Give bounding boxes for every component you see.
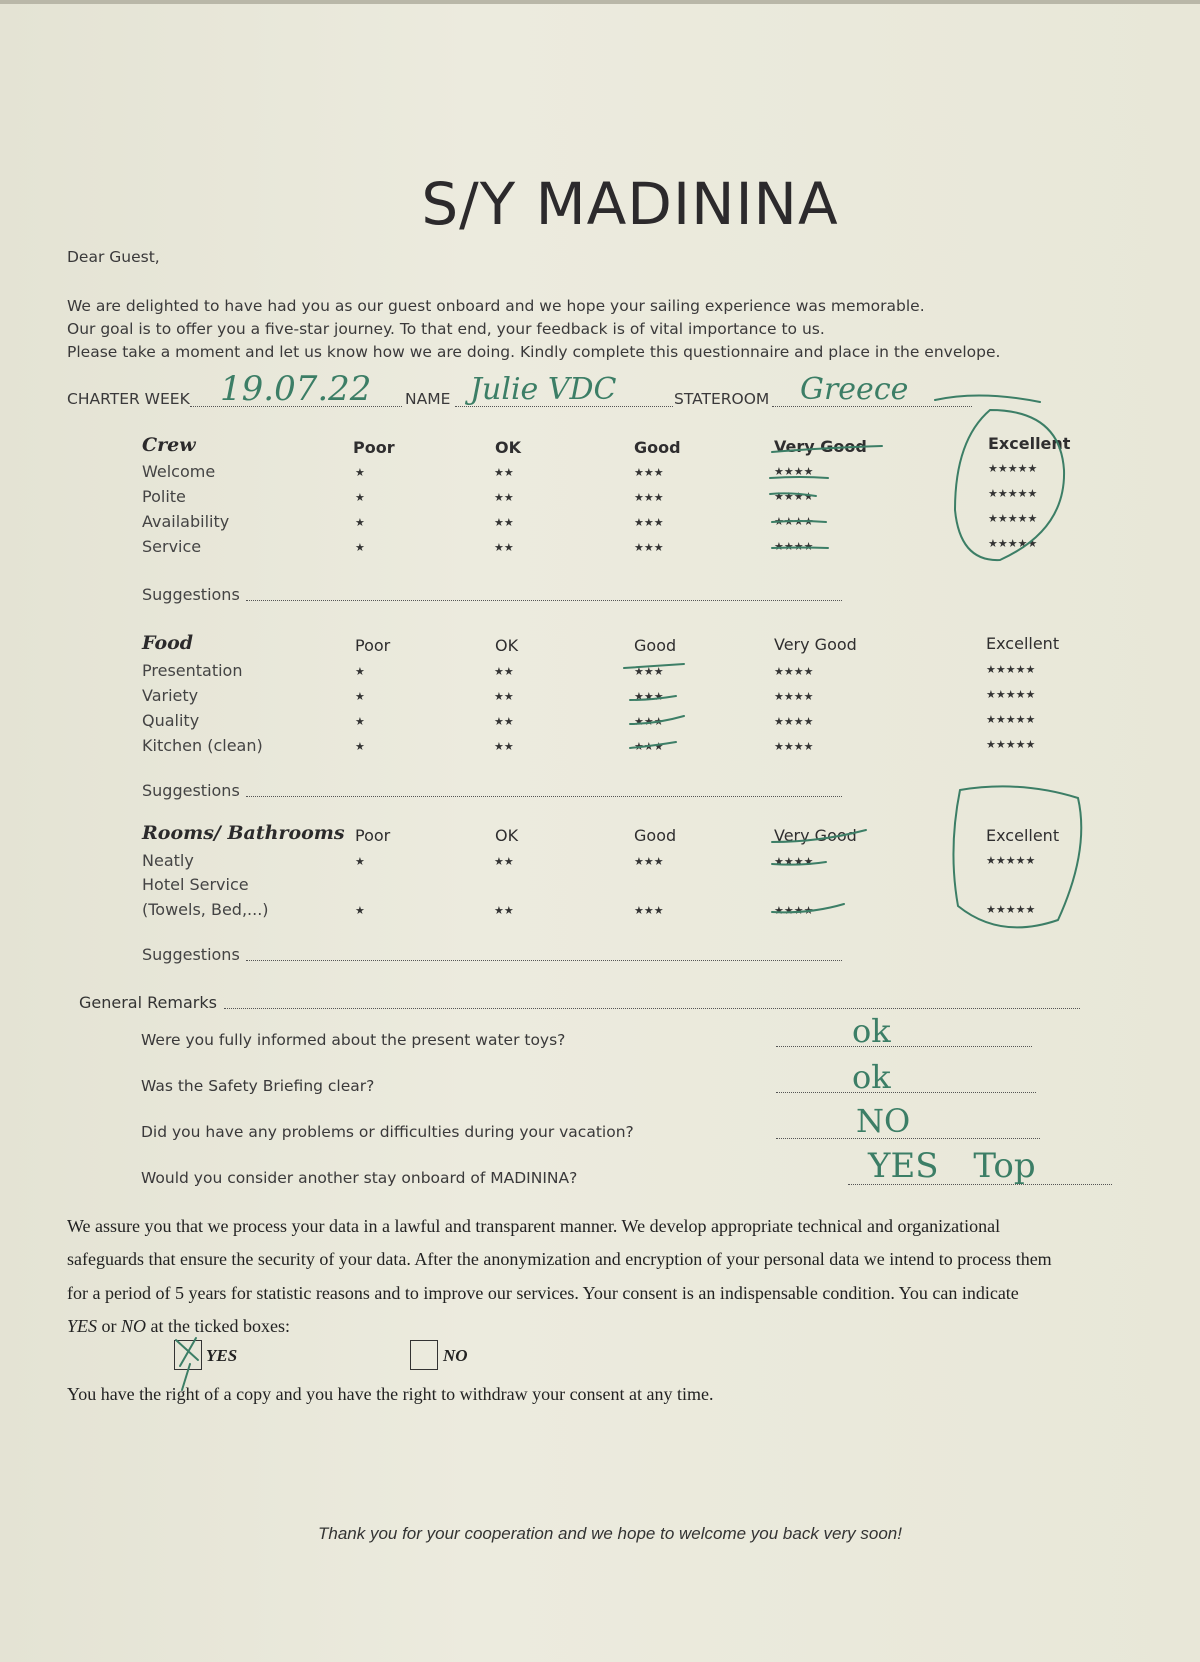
answer-safety-briefing[interactable]: ok xyxy=(852,1058,891,1096)
star-rating[interactable]: ★★★★ xyxy=(774,855,814,868)
answer-another-stay[interactable]: YES Top xyxy=(868,1146,1036,1186)
crew-row-service: Service xyxy=(142,537,202,556)
star-rating[interactable]: ★ xyxy=(355,516,365,529)
consent-tail: at the ticked boxes: xyxy=(146,1316,290,1336)
rooms-header-very-good: Very Good xyxy=(774,826,857,845)
star-rating[interactable]: ★★★ xyxy=(634,466,664,479)
rooms-row-towels-bed: (Towels, Bed,...) xyxy=(142,900,269,919)
star-rating[interactable]: ★★★ xyxy=(634,690,664,703)
star-rating[interactable]: ★★★★ xyxy=(774,740,814,753)
star-rating[interactable]: ★★★★ xyxy=(774,690,814,703)
star-rating[interactable]: ★★★★★ xyxy=(988,537,1038,550)
rooms-header-excellent: Excellent xyxy=(986,826,1060,845)
rooms-header-ok: OK xyxy=(495,826,519,845)
answer-line xyxy=(776,1092,1036,1093)
star-rating[interactable]: ★ xyxy=(355,466,365,479)
consent-line-2: safeguards that ensure the security of your data. After the anonymization and encryption of your personal data we intend to process them xyxy=(67,1249,1052,1269)
star-rating[interactable]: ★★ xyxy=(494,665,514,678)
crew-row-welcome: Welcome xyxy=(142,462,216,481)
name-label: NAME xyxy=(405,390,451,408)
question-problems: Did you have any problems or difficulties during your vacation? xyxy=(141,1123,634,1141)
star-rating[interactable]: ★★★ xyxy=(634,904,664,917)
consent-line-3: for a period of 5 years for statistic reasons and to improve our services. Your consent is an indispensable condition. You can indicate xyxy=(67,1283,1019,1303)
intro-line-3: Please take a moment and let us know how we are doing. Kindly complete this questionnaire and place in the envelope. xyxy=(67,343,1001,361)
star-rating[interactable]: ★★★ xyxy=(634,740,664,753)
star-rating[interactable]: ★★ xyxy=(494,715,514,728)
food-row-variety: Variety xyxy=(142,686,199,705)
food-suggestions-label: Suggestions xyxy=(142,781,240,800)
crew-header-excellent: Excellent xyxy=(988,434,1071,453)
crew-header-poor: Poor xyxy=(353,438,395,457)
consent-no-label: NO xyxy=(443,1346,468,1365)
consent-yes-word: YES xyxy=(67,1316,98,1336)
food-section-title: Food xyxy=(142,632,194,654)
charter-week-value[interactable]: 19.07.22 xyxy=(220,369,372,409)
star-rating[interactable]: ★ xyxy=(355,715,365,728)
star-rating[interactable]: ★★ xyxy=(494,491,514,504)
crew-row-availability: Availability xyxy=(142,512,230,531)
star-rating[interactable]: ★★ xyxy=(494,516,514,529)
crew-suggestions-label: Suggestions xyxy=(142,585,240,604)
stateroom-value[interactable]: Greece xyxy=(800,372,909,407)
food-header-very-good: Very Good xyxy=(774,635,857,654)
star-rating[interactable]: ★★★★★ xyxy=(986,713,1036,726)
consent-no-word: NO xyxy=(121,1316,147,1336)
food-row-presentation: Presentation xyxy=(142,661,243,680)
star-rating[interactable]: ★★★★ xyxy=(774,465,814,478)
star-rating[interactable]: ★★ xyxy=(494,855,514,868)
star-rating[interactable]: ★★★ xyxy=(634,665,664,678)
crew-suggestions-input[interactable] xyxy=(246,600,842,601)
rights-text: You have the right of a copy and you have the right to withdraw your consent at any time. xyxy=(67,1384,714,1404)
star-rating[interactable]: ★★★★ xyxy=(774,540,814,553)
thank-you-note: Thank you for your cooperation and we hope to welcome you back very soon! xyxy=(317,1524,902,1543)
rooms-section-title: Rooms/ Bathrooms xyxy=(142,822,345,844)
star-rating[interactable]: ★★★ xyxy=(634,715,664,728)
general-remarks-input[interactable] xyxy=(224,1008,1080,1009)
question-safety-briefing: Was the Safety Briefing clear? xyxy=(141,1077,375,1095)
star-rating[interactable]: ★ xyxy=(355,690,365,703)
stateroom-label: STATEROOM xyxy=(674,390,770,408)
star-rating[interactable]: ★★★★★ xyxy=(988,512,1038,525)
page-title: S/Y MADININA xyxy=(421,170,839,238)
star-rating[interactable]: ★ xyxy=(355,740,365,753)
star-rating[interactable]: ★★★★★ xyxy=(988,462,1038,475)
rooms-header-poor: Poor xyxy=(355,826,391,845)
star-rating[interactable]: ★★★★★ xyxy=(986,854,1036,867)
question-water-toys: Were you fully informed about the present water toys? xyxy=(141,1031,566,1049)
food-row-kitchen: Kitchen (clean) xyxy=(142,736,263,755)
greeting: Dear Guest, xyxy=(67,248,160,266)
star-rating[interactable]: ★★★★★ xyxy=(986,663,1036,676)
star-rating[interactable]: ★★★★★ xyxy=(988,487,1038,500)
crew-header-ok: OK xyxy=(495,438,521,457)
answer-line xyxy=(776,1046,1032,1047)
star-rating[interactable]: ★★★ xyxy=(634,541,664,554)
star-rating[interactable]: ★★★★ xyxy=(774,490,814,503)
star-rating[interactable]: ★★★ xyxy=(634,516,664,529)
rooms-row-neatly: Neatly xyxy=(142,851,194,870)
star-rating[interactable]: ★★★★ xyxy=(774,515,814,528)
crew-header-very-good: Very Good xyxy=(774,437,867,456)
rooms-header-good: Good xyxy=(634,826,677,845)
food-header-excellent: Excellent xyxy=(986,634,1060,653)
crew-header-good: Good xyxy=(634,438,681,457)
consent-line-1: We assure you that we process your data in a lawful and transparent manner. We develop appropriate technical and organizational xyxy=(67,1216,1001,1236)
star-rating[interactable]: ★★★★★ xyxy=(986,688,1036,701)
star-rating[interactable]: ★★ xyxy=(494,904,514,917)
answer-water-toys[interactable]: ok xyxy=(852,1012,891,1050)
rooms-suggestions-input[interactable] xyxy=(246,960,842,961)
food-header-poor: Poor xyxy=(355,636,391,655)
crew-section-title: Crew xyxy=(142,434,196,456)
charter-week-label: CHARTER WEEK xyxy=(67,390,190,408)
star-rating[interactable]: ★★★★ xyxy=(774,715,814,728)
star-rating[interactable]: ★★ xyxy=(494,690,514,703)
star-rating[interactable]: ★★★★★ xyxy=(986,903,1036,916)
star-rating[interactable]: ★ xyxy=(355,855,365,868)
star-rating[interactable]: ★★★ xyxy=(634,855,664,868)
answer-problems[interactable]: NO xyxy=(856,1102,911,1140)
food-suggestions-input[interactable] xyxy=(246,796,842,797)
star-rating[interactable]: ★ xyxy=(355,665,365,678)
star-rating[interactable]: ★★ xyxy=(494,541,514,554)
question-another-stay: Would you consider another stay onboard of MADININA? xyxy=(141,1169,578,1187)
star-rating[interactable]: ★★★★★ xyxy=(986,738,1036,751)
food-row-quality: Quality xyxy=(142,711,200,730)
consent-or: or xyxy=(97,1316,122,1336)
food-header-good: Good xyxy=(634,636,677,655)
star-rating[interactable]: ★★ xyxy=(494,740,514,753)
intro-line-2: Our goal is to offer you a five-star journey. To that end, your feedback is of vital importance to us. xyxy=(67,320,825,338)
intro-line-1: We are delighted to have had you as our guest onboard and we hope your sailing experience was memorable. xyxy=(67,297,925,315)
star-rating[interactable]: ★★ xyxy=(494,466,514,479)
star-rating[interactable]: ★★★ xyxy=(634,491,664,504)
rooms-row-hotel-service: Hotel Service xyxy=(142,875,249,894)
star-rating[interactable]: ★★★★ xyxy=(774,665,814,678)
consent-yes-checkbox[interactable] xyxy=(174,1340,202,1370)
star-rating[interactable]: ★ xyxy=(355,491,365,504)
questionnaire-sheet xyxy=(0,4,1200,1662)
general-remarks-label: General Remarks xyxy=(79,993,217,1012)
star-rating[interactable]: ★ xyxy=(355,904,365,917)
consent-no-checkbox[interactable] xyxy=(410,1340,438,1370)
star-rating[interactable]: ★ xyxy=(355,541,365,554)
consent-line-4 xyxy=(67,1316,290,1337)
food-header-ok: OK xyxy=(495,636,519,655)
consent-yes-label: YES xyxy=(206,1346,238,1365)
star-rating[interactable]: ★★★★ xyxy=(774,904,814,917)
crew-row-polite: Polite xyxy=(142,487,186,506)
name-value[interactable]: Julie VDC xyxy=(470,372,617,407)
rooms-suggestions-label: Suggestions xyxy=(142,945,240,964)
